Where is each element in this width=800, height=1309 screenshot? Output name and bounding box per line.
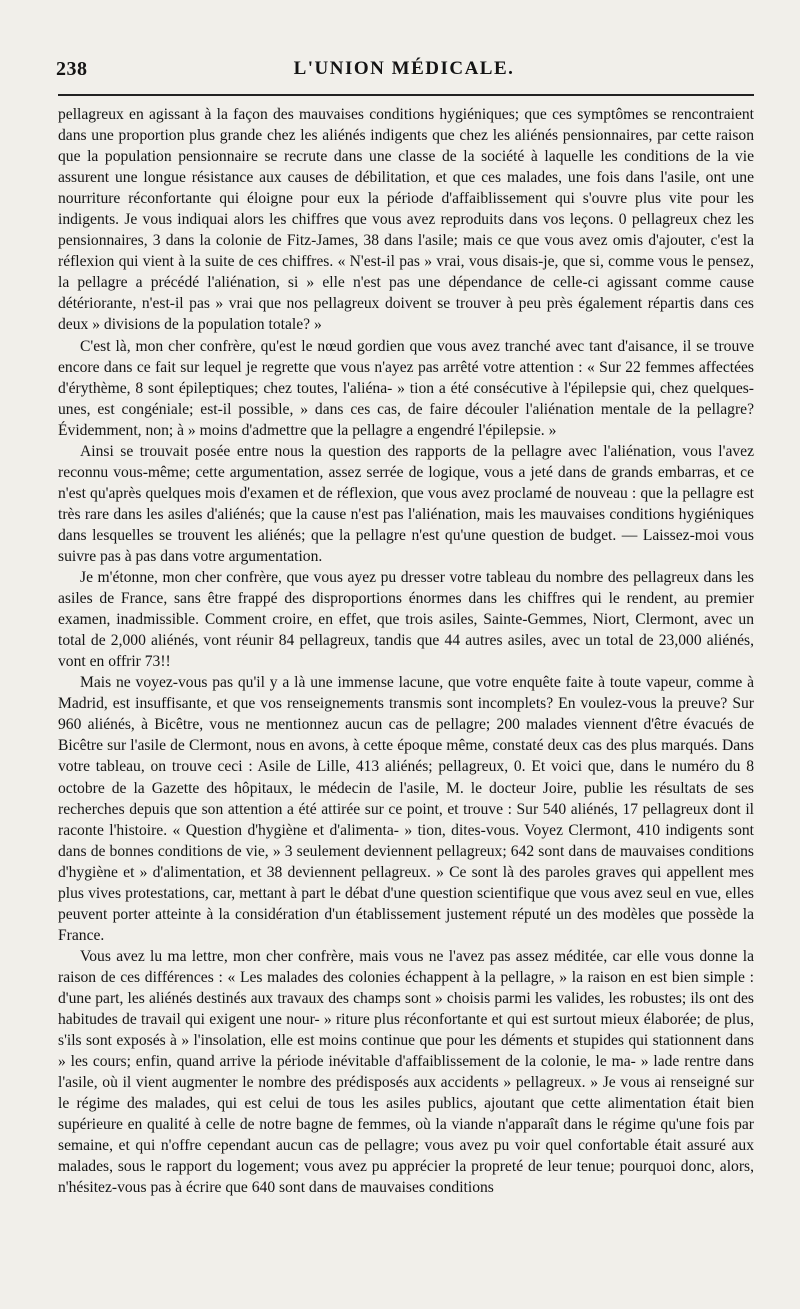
paragraph: pellagreux en agissant à la façon des mauvaises conditions hygiéniques; que ces symptômes se rencontraient dans une proportion plus grande chez les aliénés indigents que chez les aliénés pensionnaires, par cette raison que la population pensionnaire se recrute dans une classe de la société à laquelle les conditions de la vie assurent une longue résistance aux causes de débilitation, et que ces malades, une fois dans l'asile, ont une nourriture réconfortante qui éloigne pour eux la période d'affaiblissement qui s'ouvre plus vite pour les indigents. Je vous indiquai alors les chiffres que vous avez reproduits dans vos leçons. 0 pellagreux chez les pensionnaires, 3 dans la colonie de Fitz-James, 38 dans l'asile; mais ce que vous avez omis d'ajouter, c'est la réflexion qui vient à la suite de ces chiffres. « N'est-il pas » vrai, vous disais-je, que si, comme vous le pensez, la pellagre a précédé l'aliénation, si » elle n'est pas une dépendance de celle-ci agissant comme cause détériorante, n'est-il pas » vrai que nos pellagreux doivent se trouver à peu près également répartis dans ces deux » divisions de la population totale? » <box>58 106 754 334</box>
paragraph: Vous avez lu ma lettre, mon cher confrère, mais vous ne l'avez pas assez méditée, car elle vous donne la raison de ces différences : « Les malades des colonies échappent à la pellagre, » la raison en est bien simple : d'une part, les aliénés destinés aux travaux des champs sont » choisis parmi les valides, les robustes; ils ont des habitudes de travail qui exigent une nour- » riture plus réconfortante et qui est surtout mieux élaborée; de plus, s'ils sont exposés à » l'insolation, elle est moins continue que pour les déments et stupides qui stationnent dans » les cours; enfin, quand arrive la période inévitable d'affaiblissement de la colonie, le ma- » lade rentre dans l'asile, où il vient augmenter le nombre des prédisposés aux accidents » pellagreux. » Je vous ai renseigné sur le régime des malades, qui est celui de tous les asiles publics, ajoutant que cette alimentation était bien supérieure en qualité à celle de notre bagne de femmes, où la viande n'apparaît dans le régime qu'une fois par semaine, et qui n'offre cependant aucun cas de pellagre; vous avez pu voir quel confortable était assuré aux malades, sous le rapport du logement; vous avez pu apprécier la propreté de leur tenue; pourquoi donc, alors, n'hésitez-vous pas à écrire que 640 sont dans de mauvaises conditions <box>58 947 754 1197</box>
header-rule <box>58 94 754 96</box>
page-header <box>56 58 752 88</box>
paragraph: Ainsi se trouvait posée entre nous la question des rapports de la pellagre avec l'aliénation, vous l'avez reconnu vous-même; cette argumentation, assez serrée de logique, vous a jeté dans de grands embarras, et ce n'est qu'après quelques mois d'examen et de réflexion, que vous avez proclamé de nouveau : que la pellagre est très rare dans les asiles d'aliénés; que la cause n'est pas l'aliénation, mais les mauvaises conditions hygiéniques dans lesquelles se trouvent les aliénés; que la pellagre n'est qu'une question de budget. — Laissez-moi vous suivre pas à pas dans votre argumentation. <box>58 442 754 565</box>
page-number: 238 <box>56 58 88 80</box>
paragraph: C'est là, mon cher confrère, qu'est le nœud gordien que vous avez tranché avec tant d'aisance, il se trouve encore dans ce fait sur lequel je regrette que vous n'ayez pas arrêté votre attention : « Sur 22 femmes affectées d'érythème, 8 sont épileptiques; chez toutes, l'aliéna- » tion a été consécutive à l'épilepsie qui, chez quelques-unes, est congéniale; est-il possible, » dans ces cas, de faire découler l'aliénation mentale de la pellagre? Évidemment, non; à » moins d'admettre que la pellagre a engendré l'épilepsie. » <box>58 337 754 439</box>
paragraph: Je m'étonne, mon cher confrère, que vous ayez pu dresser votre tableau du nombre des pellagreux dans les asiles de France, sans être frappé des disproportions énormes dans les chiffres qui le rendent, au premier examen, inadmissible. Comment croire, en effet, que trois asiles, Sainte-Gemmes, Niort, Clermont, avec un total de 2,000 aliénés, vont réunir 84 pellagreux, tandis que 44 autres asiles, avec un total de 23,000 aliénés, vont en offrir 73!! <box>58 569 754 671</box>
paragraph: Mais ne voyez-vous pas qu'il y a là une immense lacune, que votre enquête faite à toute vapeur, comme à Madrid, est insuffisante, et que vos renseignements transmis sont incomplets? En voulez-vous la preuve? Sur 960 aliénés, à Bicêtre, vous ne mentionnez aucun cas de pellagre; 200 malades viennent d'être évacués de Bicêtre sur l'asile de Clermont, nous en avons, à cette époque même, constaté deux cas des plus marqués. Dans votre tableau, on trouve ceci : Asile de Lille, 413 aliénés; pellagreux, 0. Et voici que, dans le numéro du 8 octobre de la Gazette des hôpitaux, le médecin de l'asile, M. le docteur Joire, publie les résultats de ses recherches depuis que son attention a été attirée sur ce point, et trouve : Sur 540 aliénés, 17 pellagreux dont il raconte l'histoire. « Question d'hygiène et d'alimenta- » tion, dites-vous. Voyez Clermont, 410 indigents sont dans de bonnes conditions de vie, » 3 seulement deviennent pellagreux; 642 sont dans de mauvaises conditions d'hygiène et » d'alimentation, et 38 deviennent pellagreux. » Ce sont là des paroles graves qui appellent mes plus vives protestations, car, mettant à part le débat d'une question scientifique que vous avez seul en vue, elles peuvent porter atteinte à la considération d'un établissement justement réputé un des modèles que possède la France. <box>58 674 754 944</box>
journal-title: L'UNION MÉDICALE. <box>293 58 515 79</box>
article-body <box>58 104 754 1198</box>
